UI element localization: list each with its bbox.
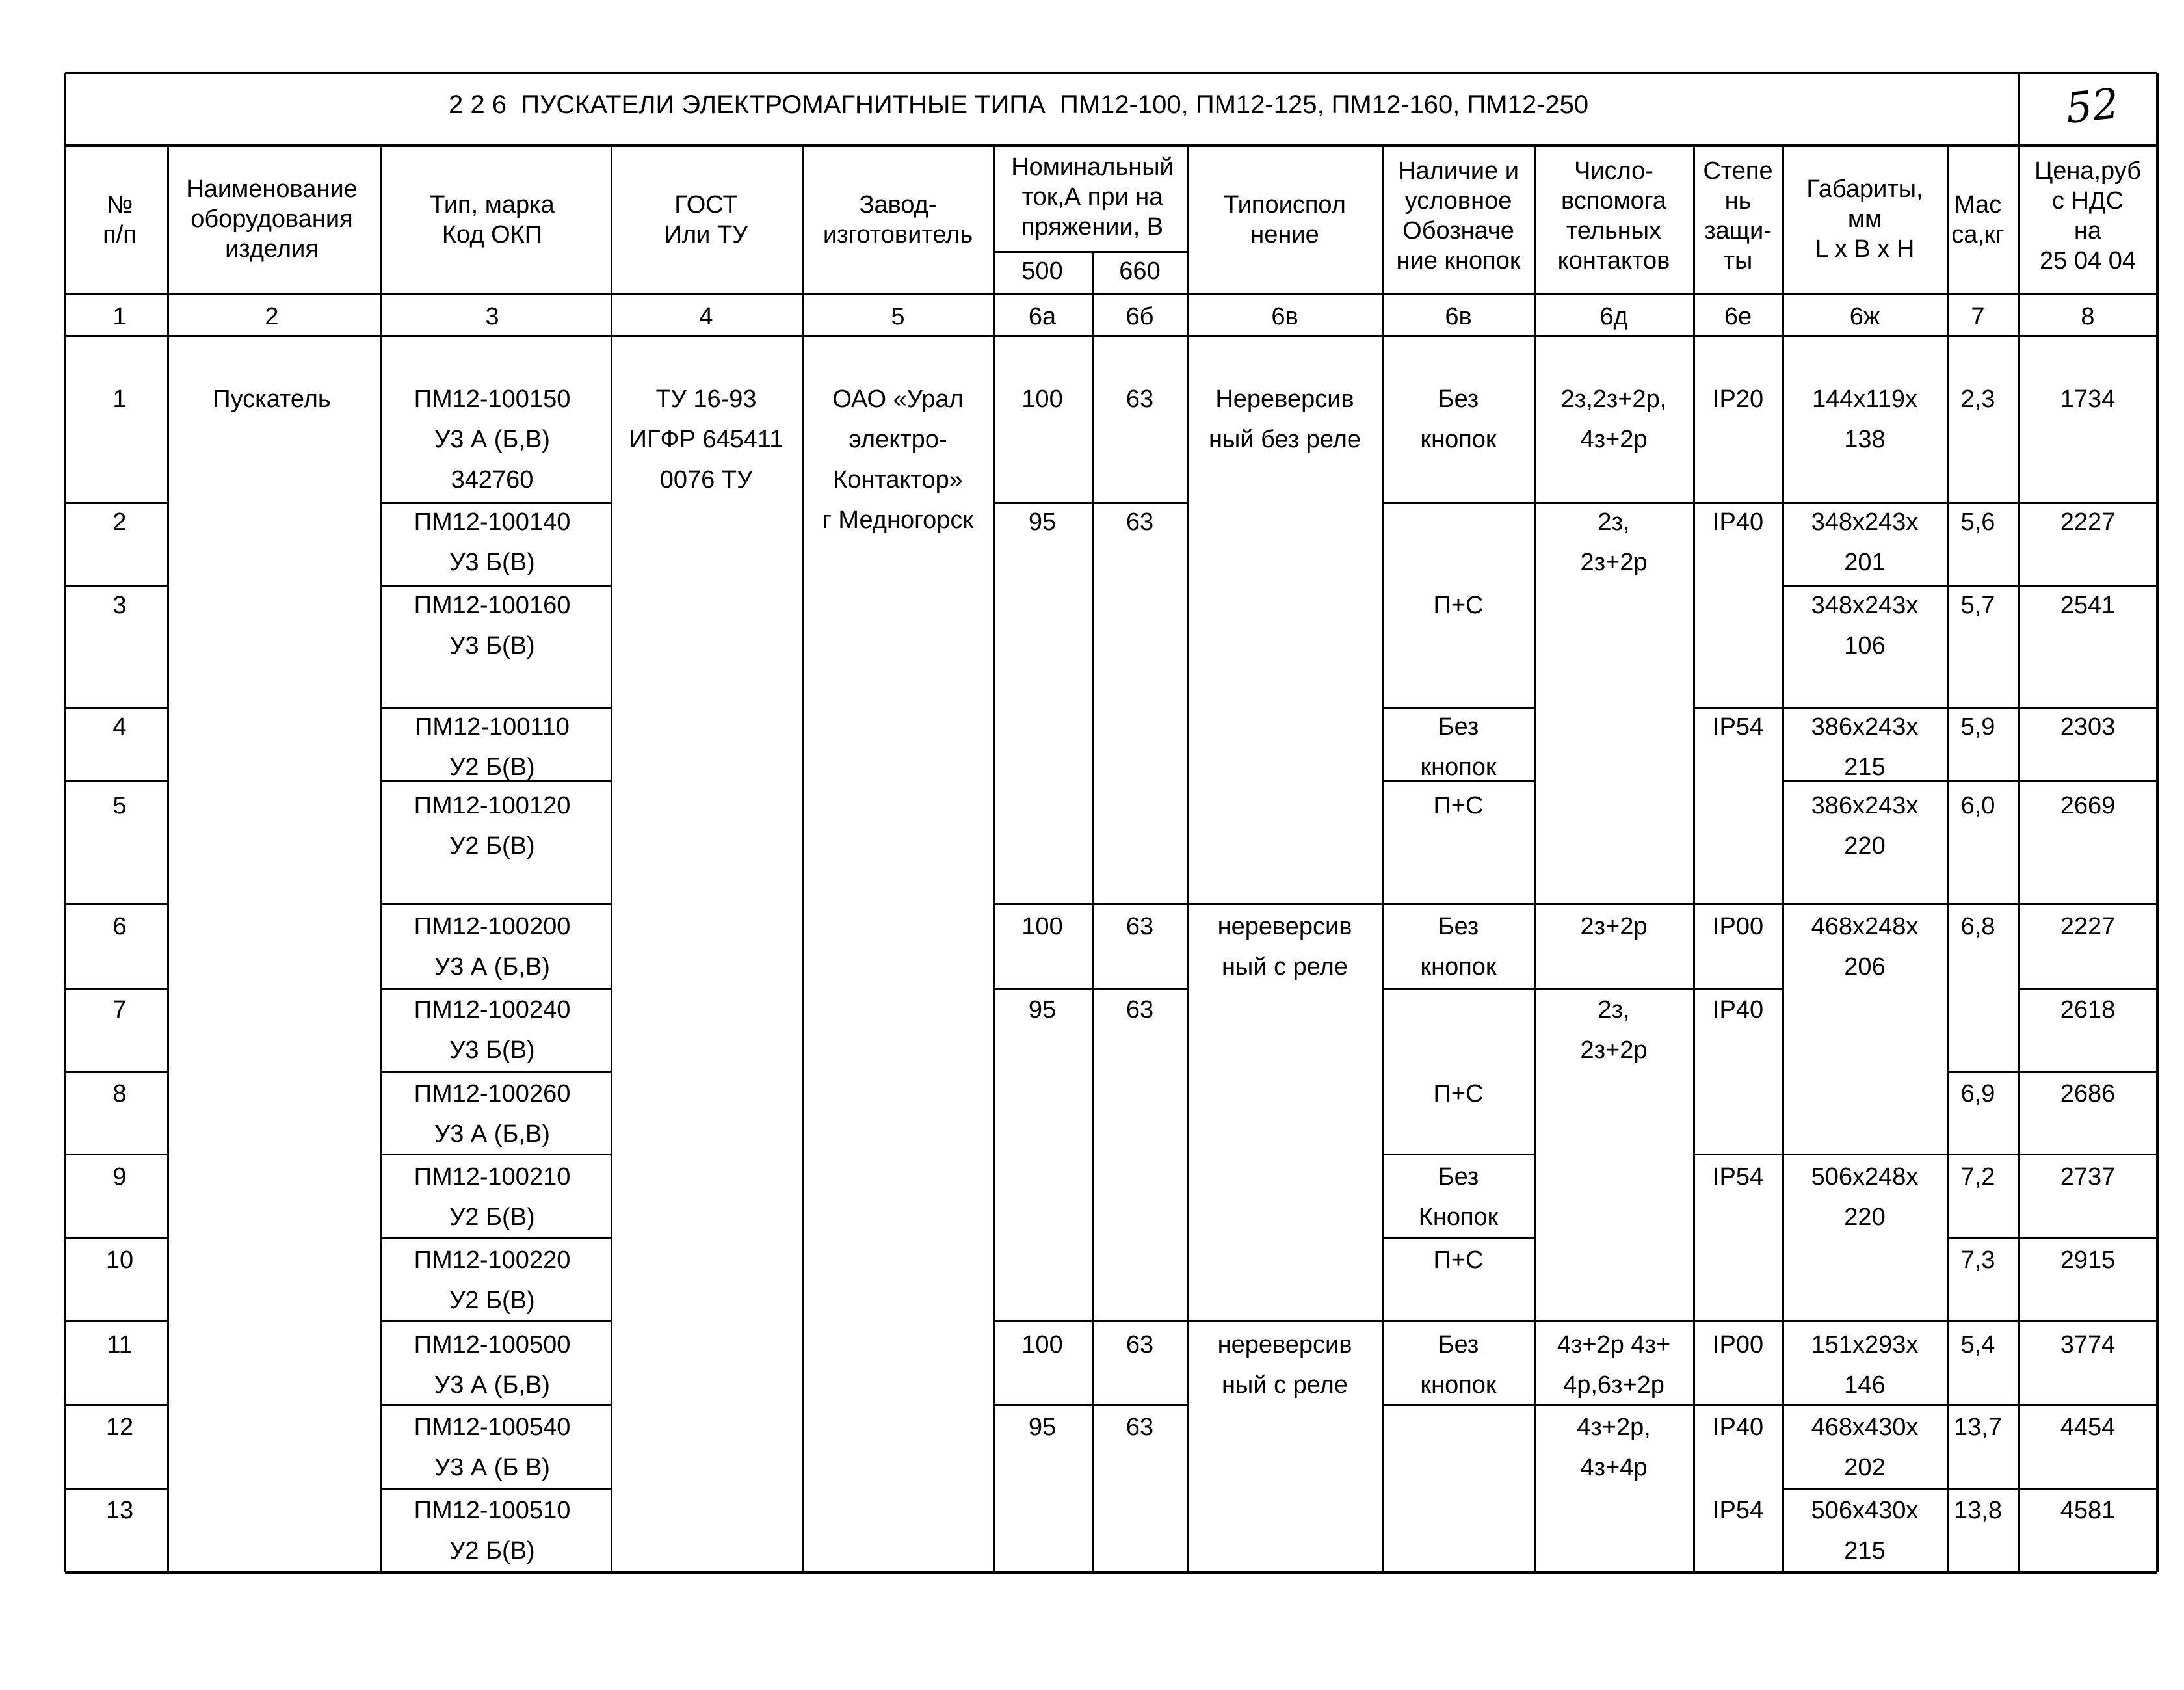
row-mass: 13,7 bbox=[1954, 1414, 2002, 1441]
row-type: ПМ12-100140 У3 Б(В) bbox=[414, 508, 571, 576]
row-type: ПМ12-100500 У3 А (Б,В) bbox=[414, 1331, 571, 1399]
row-separator bbox=[2018, 1237, 2157, 1239]
page-number: 52 bbox=[2063, 79, 2122, 134]
grid-line bbox=[1947, 146, 1949, 1572]
header-factory: Завод- изготовитель bbox=[822, 191, 973, 248]
row-separator bbox=[1694, 1320, 1783, 1322]
row-protection: IP00 bbox=[1712, 913, 1764, 940]
row-current-660: 63 bbox=[1125, 508, 1154, 536]
current-subheader-line bbox=[993, 251, 1188, 253]
row-mass: 5,6 bbox=[1960, 508, 1995, 536]
row-price: 2541 bbox=[2060, 592, 2116, 619]
row-separator bbox=[993, 1320, 1092, 1322]
grid-line bbox=[167, 146, 169, 1572]
row-separator bbox=[65, 1320, 168, 1322]
row-mass: 6,8 bbox=[1960, 913, 1995, 940]
row-separator bbox=[65, 903, 168, 905]
row-number: 11 bbox=[107, 1331, 133, 1358]
row-number: 4 bbox=[112, 713, 127, 741]
row-protection: IP40 bbox=[1712, 1414, 1764, 1441]
row-mass: 7,3 bbox=[1960, 1247, 1995, 1274]
row-number: 7 bbox=[112, 996, 127, 1023]
row-price: 4454 bbox=[2060, 1414, 2116, 1441]
row-separator bbox=[2018, 780, 2157, 782]
row-separator bbox=[993, 903, 1092, 905]
row-separator bbox=[1382, 903, 1534, 905]
row-separator bbox=[1382, 1320, 1534, 1322]
grid-line bbox=[611, 146, 612, 1572]
row-separator bbox=[1188, 1320, 1382, 1322]
row-mass: 6,0 bbox=[1960, 792, 1995, 819]
row-number: 6 bbox=[112, 913, 127, 940]
grid-line bbox=[1534, 146, 1536, 1572]
row-separator bbox=[2018, 1488, 2157, 1490]
execution-group-1: Нереверсив ный без реле bbox=[1208, 386, 1362, 453]
header-price: Цена,руб с НДС на 25 04 04 bbox=[2034, 157, 2141, 274]
row-current-660: 63 bbox=[1125, 1331, 1154, 1358]
row-current-500: 100 bbox=[1021, 913, 1063, 940]
col-number-4: 4 bbox=[699, 303, 713, 330]
row-contacts: 4з+2р 4з+ 4р,6з+2р bbox=[1557, 1331, 1671, 1399]
row-protection: IP00 bbox=[1712, 1331, 1764, 1358]
row-dimensions: 386x243x 215 bbox=[1811, 713, 1919, 781]
row-separator bbox=[1783, 1320, 1947, 1322]
row-price: 2669 bbox=[2060, 792, 2116, 819]
row-protection: IP54 bbox=[1712, 1163, 1764, 1191]
row-number: 12 bbox=[105, 1414, 134, 1441]
header-gost: ГОСТ Или ТУ bbox=[664, 191, 748, 248]
row-current-660: 63 bbox=[1125, 996, 1154, 1023]
row-type: ПМ12-100510 У2 Б(В) bbox=[414, 1497, 571, 1565]
col-number-3: 3 bbox=[485, 303, 499, 330]
col-number-5: 5 bbox=[891, 303, 905, 330]
col-number-6g: 6в bbox=[1445, 303, 1472, 330]
row-price: 2686 bbox=[2060, 1080, 2116, 1107]
row-mass: 2,3 bbox=[1960, 386, 1995, 413]
row-dimensions: 348x243x 201 bbox=[1811, 508, 1919, 576]
row-separator bbox=[1382, 502, 1534, 504]
table-border-top bbox=[65, 72, 2157, 74]
row-protection: IP54 bbox=[1712, 713, 1764, 741]
row-separator bbox=[1188, 903, 1382, 905]
row-price: 2303 bbox=[2060, 713, 2116, 741]
row-separator bbox=[1092, 1320, 1188, 1322]
header-current: Номинальный ток,А при на пряжении, В bbox=[1011, 153, 1174, 241]
row-separator bbox=[1783, 903, 1947, 905]
header-buttons: Наличие и условное Обозначе ние кнопок bbox=[1396, 157, 1521, 274]
row-dimensions: 144x119x 138 bbox=[1812, 386, 1917, 453]
row-number: 3 bbox=[112, 592, 127, 619]
row-protection: IP54 bbox=[1712, 1497, 1764, 1524]
row-type: ПМ12-100200 У3 А (Б,В) bbox=[414, 913, 571, 981]
row-number: 9 bbox=[112, 1163, 127, 1191]
row-separator bbox=[380, 1071, 611, 1073]
row-current-500: 100 bbox=[1021, 1331, 1063, 1358]
row-current-500: 100 bbox=[1021, 386, 1063, 413]
row-contacts: 2з, 2з+2р bbox=[1580, 996, 1648, 1064]
grid-line bbox=[380, 146, 382, 1572]
row-contacts: 4з+2р, 4з+4р bbox=[1577, 1414, 1651, 1481]
row-separator bbox=[1694, 1154, 1783, 1155]
row-separator bbox=[993, 1404, 1092, 1406]
row-mass: 5,4 bbox=[1960, 1331, 1995, 1358]
grid-line bbox=[802, 146, 804, 1572]
row-separator bbox=[1694, 903, 1783, 905]
row-buttons: П+С bbox=[1433, 792, 1484, 819]
header-number: № п/п bbox=[103, 191, 137, 248]
row-number: 10 bbox=[105, 1247, 134, 1274]
row-separator bbox=[65, 1154, 168, 1155]
row-current-660: 63 bbox=[1125, 1414, 1154, 1441]
header-contacts: Число- вспомога тельных контактов bbox=[1557, 157, 1670, 274]
row-separator bbox=[1947, 1404, 2018, 1406]
row-buttons: П+С bbox=[1433, 1247, 1484, 1274]
row-separator bbox=[65, 780, 168, 782]
row-dimensions: 468x248x 206 bbox=[1811, 913, 1919, 981]
row-price: 2915 bbox=[2060, 1247, 2116, 1274]
row-current-500: 95 bbox=[1028, 1414, 1057, 1441]
row-dimensions: 506x248x 220 bbox=[1811, 1163, 1919, 1231]
row-separator bbox=[65, 1488, 168, 1490]
row-contacts: 2з+2р bbox=[1580, 913, 1648, 940]
table-border-right bbox=[2156, 73, 2159, 1572]
col-number-6a: 6а bbox=[1028, 303, 1057, 330]
col-number-6v: 6в bbox=[1271, 303, 1298, 330]
factory-name: ОАО «Урал электро- Контактор» г Медногорск bbox=[822, 386, 974, 534]
row-type: ПМ12-100110 У2 Б(В) bbox=[415, 713, 570, 781]
equipment-name: Пускатель bbox=[213, 386, 331, 413]
row-current-660: 63 bbox=[1125, 913, 1154, 940]
row-separator bbox=[2018, 1071, 2157, 1073]
row-contacts: 2з, 2з+2р bbox=[1580, 508, 1648, 576]
row-current-500: 95 bbox=[1028, 996, 1057, 1023]
row-buttons: Без кнопок bbox=[1420, 913, 1497, 981]
row-type: ПМ12-100160 У3 Б(В) bbox=[414, 592, 571, 659]
grid-line bbox=[1382, 146, 1384, 1572]
row-price: 3774 bbox=[2060, 1331, 2116, 1358]
grid-line bbox=[1693, 146, 1695, 1572]
row-mass: 5,7 bbox=[1960, 592, 1995, 619]
row-separator bbox=[1947, 1320, 2018, 1322]
row-separator bbox=[2018, 1404, 2157, 1406]
row-separator bbox=[1947, 1154, 2018, 1155]
grid-line bbox=[2018, 146, 2020, 1572]
row-protection: IP40 bbox=[1712, 508, 1764, 536]
gost-spec: ТУ 16-93 ИГФР 645411 0076 ТУ bbox=[629, 386, 783, 494]
row-separator bbox=[65, 1071, 168, 1073]
row-protection: IP20 bbox=[1712, 386, 1764, 413]
header-name: Наименование оборудования изделия bbox=[186, 176, 358, 263]
row-separator bbox=[1534, 1320, 1694, 1322]
row-dimensions: 468x430x 202 bbox=[1811, 1414, 1919, 1481]
row-mass: 6,9 bbox=[1960, 1080, 1995, 1107]
row-dimensions: 348x243x 106 bbox=[1811, 592, 1919, 659]
row-buttons: Без кнопок bbox=[1420, 1331, 1497, 1399]
row-separator bbox=[1947, 1488, 2018, 1490]
row-buttons: П+С bbox=[1433, 1080, 1484, 1107]
row-protection: IP40 bbox=[1712, 996, 1764, 1023]
col-number-6zh: 6ж bbox=[1849, 303, 1880, 330]
row-separator bbox=[2018, 903, 2157, 905]
table-border-left bbox=[64, 73, 66, 1572]
row-separator bbox=[1092, 903, 1188, 905]
row-separator bbox=[2018, 1154, 2157, 1155]
header-mass: Мас са,кг bbox=[1951, 191, 2005, 248]
row-number: 8 bbox=[112, 1080, 127, 1107]
row-separator bbox=[1947, 1071, 2018, 1073]
document-title: 2 2 6 ПУСКАТЕЛИ ЭЛЕКТРОМАГНИТНЫЕ ТИПА ПМ12-100, ПМ12-125, ПМ12-160, ПМ12-250 bbox=[449, 90, 1589, 119]
grid-line bbox=[993, 146, 995, 1572]
execution-group-2: нереверсив ный с реле bbox=[1217, 913, 1352, 981]
row-buttons: Без Кнопок bbox=[1418, 1163, 1499, 1231]
row-type: ПМ12-100210 У2 Б(В) bbox=[414, 1163, 571, 1231]
row-separator bbox=[1092, 1404, 1188, 1406]
row-dimensions: 151x293x 146 bbox=[1811, 1331, 1919, 1399]
row-separator bbox=[2018, 1320, 2157, 1322]
row-price: 2737 bbox=[2060, 1163, 2116, 1191]
row-separator bbox=[1783, 1154, 1947, 1155]
page-number-divider bbox=[2018, 73, 2020, 146]
row-separator bbox=[65, 1237, 168, 1239]
row-separator bbox=[1947, 1237, 2018, 1239]
row-dimensions: 506x430x 215 bbox=[1811, 1497, 1919, 1565]
row-price: 1734 bbox=[2060, 386, 2116, 413]
row-number: 5 bbox=[112, 792, 127, 819]
header-type: Тип, марка Код ОКП bbox=[430, 191, 555, 248]
header-current-500: 500 bbox=[1021, 257, 1063, 285]
col-number-8: 8 bbox=[2081, 303, 2095, 330]
header-protection: Степе нь защи- ты bbox=[1703, 157, 1773, 274]
col-number-6b: 6б bbox=[1125, 303, 1154, 330]
row-type: ПМ12-100540 У3 А (Б В) bbox=[414, 1414, 571, 1481]
row-price: 2227 bbox=[2060, 508, 2116, 536]
row-number: 13 bbox=[105, 1497, 134, 1524]
row-price: 4581 bbox=[2060, 1497, 2116, 1524]
row-price: 2618 bbox=[2060, 996, 2116, 1023]
col-number-7: 7 bbox=[1971, 303, 1985, 330]
col-number-2: 2 bbox=[265, 303, 279, 330]
row-buttons: П+С bbox=[1433, 592, 1484, 619]
col-number-6e: 6е bbox=[1724, 303, 1752, 330]
row-type: ПМ12-100120 У2 Б(В) bbox=[414, 792, 571, 860]
row-price: 2227 bbox=[2060, 913, 2116, 940]
row-mass: 7,2 bbox=[1960, 1163, 1995, 1191]
row-separator bbox=[1694, 1404, 1783, 1406]
grid-line bbox=[1092, 252, 1094, 1572]
row-type: ПМ12-100240 У3 Б(В) bbox=[414, 996, 571, 1064]
row-dimensions: 386x243x 220 bbox=[1811, 792, 1919, 860]
row-separator bbox=[380, 903, 611, 905]
row-separator bbox=[1382, 988, 1534, 990]
grid-line bbox=[1782, 146, 1784, 1572]
row-contacts: 2з,2з+2р, 4з+2р bbox=[1560, 386, 1667, 453]
col-number-6d: 6д bbox=[1599, 303, 1628, 330]
row-buttons: Без кнопок bbox=[1420, 386, 1497, 453]
header-execution: Типоиспол нение bbox=[1224, 191, 1346, 248]
row-type: ПМ12-100220 У2 Б(В) bbox=[414, 1247, 571, 1314]
row-number: 1 bbox=[112, 386, 127, 413]
row-mass: 13,8 bbox=[1954, 1497, 2002, 1524]
row-separator bbox=[65, 1404, 168, 1406]
row-separator bbox=[1947, 903, 2018, 905]
header-current-660: 660 bbox=[1119, 257, 1161, 285]
row-mass: 5,9 bbox=[1960, 713, 1995, 741]
row-current-500: 95 bbox=[1028, 508, 1057, 536]
grid-line bbox=[1187, 146, 1189, 1572]
row-type: ПМ12-100150 У3 А (Б,В) 342760 bbox=[414, 386, 571, 494]
row-separator bbox=[1947, 780, 2018, 782]
row-type: ПМ12-100260 У3 А (Б,В) bbox=[414, 1080, 571, 1148]
col-number-1: 1 bbox=[112, 303, 127, 330]
row-current-660: 63 bbox=[1125, 386, 1154, 413]
row-separator bbox=[1534, 903, 1694, 905]
execution-group-3: нереверсив ный с реле bbox=[1217, 1331, 1352, 1399]
row-buttons: Без кнопок bbox=[1420, 713, 1497, 781]
row-separator bbox=[1382, 1154, 1534, 1155]
row-number: 2 bbox=[112, 508, 127, 536]
header-dimensions: Габариты, мм L x B x H bbox=[1806, 176, 1923, 263]
